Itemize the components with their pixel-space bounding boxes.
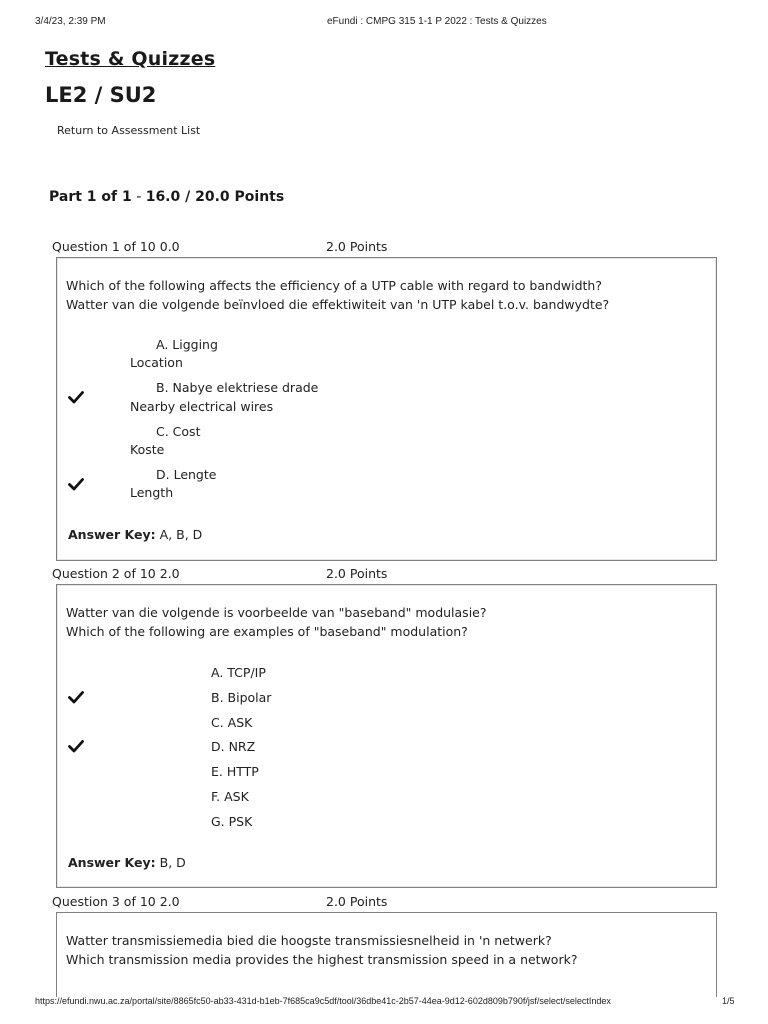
option-c: C. Cost	[156, 424, 201, 439]
option-a-translation: Location	[130, 355, 183, 370]
question-text-line-2: Which transmission media provides the highest transmission speed in a network?	[66, 952, 578, 967]
answer-key-value: A, B, D	[155, 527, 203, 542]
question-label: Question 1 of 10	[52, 239, 156, 254]
option-g: G. PSK	[211, 814, 253, 829]
checkmark-icon	[68, 689, 84, 705]
question-label: Question 2 of 10	[52, 566, 156, 581]
answer-key-label: Answer Key:	[68, 527, 156, 542]
page-heading: Tests & Quizzes	[45, 48, 216, 70]
option-a: A. TCP/IP	[211, 665, 266, 680]
part-label: Part 1 of 1	[49, 189, 132, 205]
question-text-line-2: Which of the following are examples of "baseband" modulation?	[66, 624, 468, 639]
assessment-title: LE2 / SU2	[45, 83, 157, 107]
question-score: 0.0	[159, 239, 180, 254]
question-1-text	[66, 276, 609, 314]
question-2-text	[66, 603, 487, 641]
question-text-line-1: Which of the following affects the efficiency of a UTP cable with regard to bandwidth?	[66, 278, 602, 293]
question-label: Question 3 of 10	[52, 894, 156, 909]
question-points: 2.0 Points	[326, 239, 388, 254]
answer-key	[68, 855, 186, 870]
question-points: 2.0 Points	[326, 566, 388, 581]
answer-key-value: B, D	[155, 855, 186, 870]
checkmark-icon	[68, 389, 84, 405]
question-text-line-2: Watter van die volgende beïnvloed die effektiwiteit van 'n UTP kabel t.o.v. bandwydte?	[66, 297, 610, 312]
question-score: 2.0	[159, 894, 180, 909]
option-e: E. HTTP	[211, 764, 259, 779]
print-page-number: 1/5	[722, 996, 735, 1006]
option-d: D. Lengte	[156, 467, 217, 482]
option-c: C. ASK	[211, 715, 253, 730]
question-points: 2.0 Points	[326, 894, 388, 909]
question-text-line-1: Watter transmissiemedia bied die hoogste transmissiesnelheid in 'n netwerk?	[66, 933, 552, 948]
part-score-line	[49, 189, 284, 205]
option-d: D. NRZ	[211, 739, 256, 754]
option-d-translation: Length	[130, 485, 174, 500]
answer-key	[68, 527, 202, 542]
question-score: 2.0	[159, 566, 180, 581]
option-c-translation: Koste	[130, 442, 165, 457]
option-f: F. ASK	[211, 789, 249, 804]
question-3-box	[56, 912, 717, 997]
part-score: 16.0 / 20.0 Points	[145, 189, 285, 205]
checkmark-icon	[68, 738, 84, 754]
option-b: B. Bipolar	[211, 690, 272, 705]
option-a: A. Ligging	[156, 337, 218, 352]
checkmark-icon	[68, 476, 84, 492]
part-separator: -	[131, 189, 146, 205]
print-page-title: eFundi : CMPG 315 1-1 P 2022 : Tests & Quizzes	[327, 16, 547, 27]
option-b: B. Nabye elektriese drade	[156, 380, 319, 395]
question-1-header	[52, 239, 388, 254]
question-3-text	[66, 931, 577, 969]
print-datetime: 3/4/23, 2:39 PM	[35, 16, 106, 27]
question-3-header	[52, 894, 388, 909]
question-1-box	[56, 257, 717, 561]
return-to-assessment-list-link[interactable]: Return to Assessment List	[57, 124, 201, 137]
answer-key-label: Answer Key:	[68, 855, 156, 870]
question-text-line-1: Watter van die volgende is voorbeelde van "baseband" modulasie?	[66, 605, 487, 620]
option-b-translation: Nearby electrical wires	[130, 399, 274, 414]
question-2-header	[52, 566, 388, 581]
print-footer-url: https://efundi.nwu.ac.za/portal/site/8865fc50-ab33-431d-b1eb-7f685ca9c5df/tool/36dbe41c-2b57-44ea-9d12-602d809b790f/jsf/select/selectIndex	[35, 996, 611, 1006]
question-2-box	[56, 584, 717, 888]
